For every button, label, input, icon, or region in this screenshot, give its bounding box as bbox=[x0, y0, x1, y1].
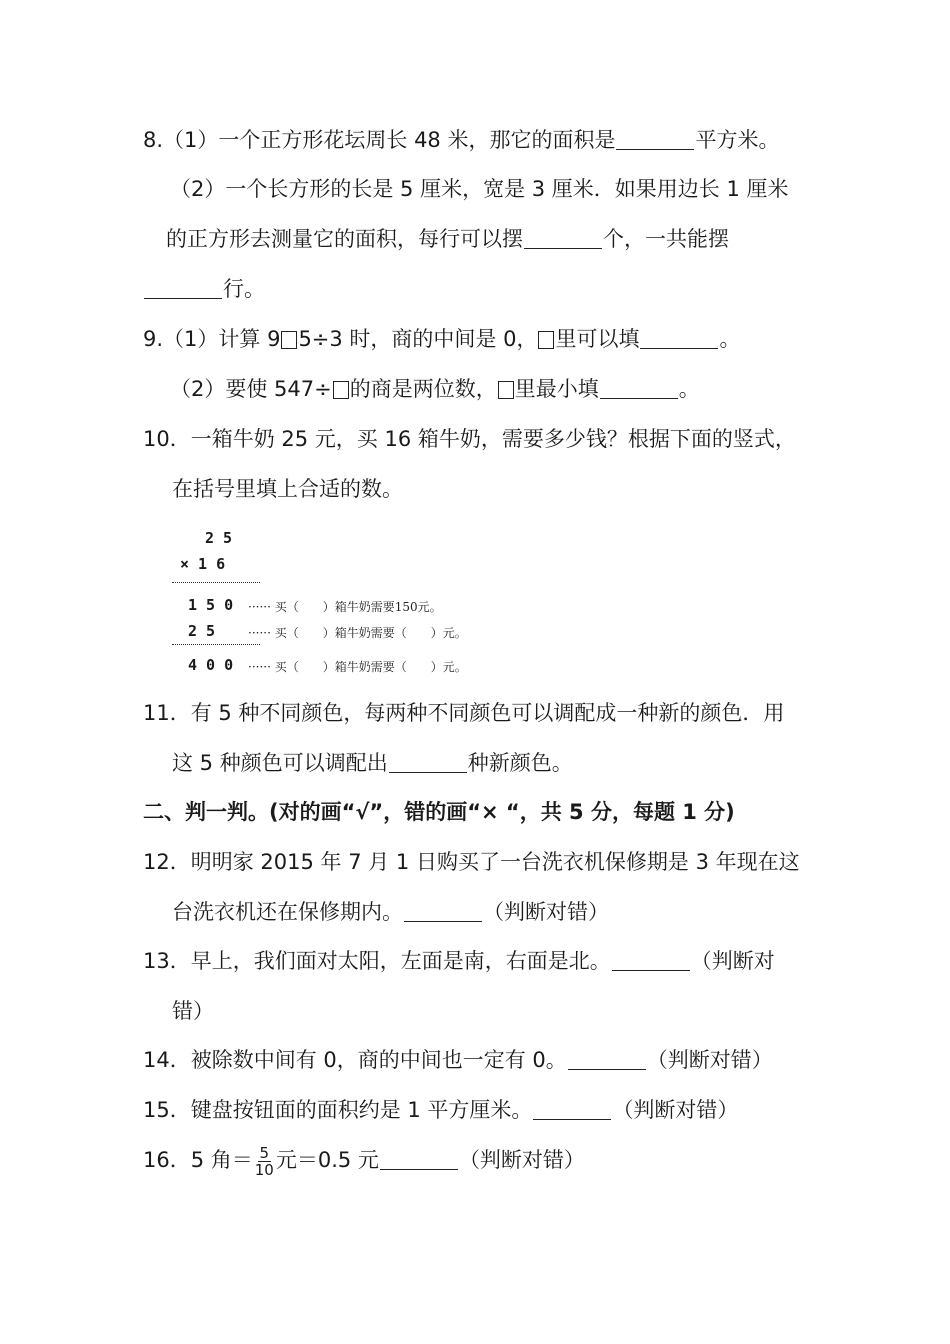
q10-text-2: 在括号里填上合适的数。 bbox=[172, 477, 403, 501]
q16-judge-label: （判断对错） bbox=[458, 1148, 585, 1172]
q8-p2-text: （2）一个长方形的长是 5 厘米，宽是 3 厘米．如果用边长 1 厘米 bbox=[170, 177, 789, 201]
q9-p1-text-3: 里可以填 bbox=[555, 327, 640, 351]
answer-blank[interactable] bbox=[640, 324, 718, 349]
calc-note-1: ······ 买（ ）箱牛奶需要150元。 bbox=[248, 600, 442, 614]
section-2-heading bbox=[143, 797, 735, 827]
q9-p1-text-2: 5÷3 时，商的中间是 0， bbox=[298, 327, 538, 351]
answer-blank[interactable] bbox=[612, 946, 690, 971]
answer-blank[interactable] bbox=[144, 274, 222, 299]
answer-blank[interactable] bbox=[380, 1145, 458, 1170]
q13-text: 13．早上，我们面对太阳，左面是南，右面是北。 bbox=[143, 949, 611, 973]
q9-p2-text-3: 里最小填 bbox=[514, 377, 599, 401]
q8-p1-unit: 平方米。 bbox=[695, 128, 780, 152]
q9-p2-text-2: 的商是两位数， bbox=[349, 377, 497, 401]
q8-p2-text-2: 的正方形去测量它的面积，每行可以摆 bbox=[166, 227, 523, 251]
answer-blank[interactable] bbox=[600, 374, 678, 399]
fraction-numerator: 5 bbox=[259, 1143, 270, 1162]
digit-box bbox=[538, 331, 554, 349]
q13-judge-label: （判断对 bbox=[690, 949, 775, 973]
calc-rule bbox=[172, 644, 260, 645]
calc-multiplicand: 2 5 bbox=[205, 529, 233, 547]
q10-text: 10．一箱牛奶 25 元，买 16 箱牛奶，需要多少钱？根据下面的竖式， bbox=[143, 427, 796, 451]
q15-text: 15．键盘按钮面的面积约是 1 平方厘米。 bbox=[143, 1098, 533, 1122]
q12-judge-label: （判断对错） bbox=[483, 900, 609, 924]
answer-blank[interactable] bbox=[568, 1045, 646, 1070]
question-16 bbox=[143, 1143, 585, 1178]
answer-blank[interactable] bbox=[533, 1095, 611, 1120]
answer-blank[interactable] bbox=[616, 125, 694, 150]
question-8-part-2-line-3 bbox=[143, 274, 265, 304]
q8-p1-text: 8.（1）一个正方形花坛周长 48 米，那它的面积是 bbox=[143, 128, 616, 152]
q9-p2-text: （2）要使 547÷ bbox=[170, 377, 332, 401]
question-13-line-1 bbox=[143, 946, 775, 976]
calc-rule bbox=[172, 582, 260, 583]
digit-box bbox=[281, 331, 297, 349]
q8-p2-text-3: 个，一共能摆 bbox=[603, 227, 729, 251]
section-2-title: 二、判一判。(对的画“√”，错的画“× “，共 5 分，每题 1 分) bbox=[143, 800, 735, 824]
calc-partial-2: 2 5 bbox=[188, 622, 216, 640]
q9-p2-end: 。 bbox=[678, 377, 700, 401]
q14-judge-label: （判断对错） bbox=[646, 1048, 773, 1072]
calc-product: 4 0 0 bbox=[188, 656, 234, 674]
question-11-line-2 bbox=[172, 748, 573, 778]
q11-text-3: 种新颜色。 bbox=[467, 751, 573, 775]
q12-text-2: 台洗衣机还在保修期内。 bbox=[172, 900, 403, 924]
q14-text: 14．被除数中间有 0，商的中间也一定有 0。 bbox=[143, 1048, 567, 1072]
digit-box bbox=[333, 381, 349, 399]
q12-text: 12．明明家 2015 年 7 月 1 日购买了一台洗衣机保修期是 3 年现在这 bbox=[143, 850, 800, 874]
q11-text-2: 这 5 种颜色可以调配出 bbox=[172, 751, 388, 775]
question-13-line-2 bbox=[172, 996, 214, 1026]
question-12-line-2 bbox=[172, 897, 609, 927]
question-15 bbox=[143, 1095, 738, 1125]
q16-text: 16．5 角＝ bbox=[143, 1148, 253, 1172]
answer-blank[interactable] bbox=[524, 224, 602, 249]
calc-note-2: ······ 买（ ）箱牛奶需要（ ）元。 bbox=[248, 626, 467, 640]
q15-judge-label: （判断对错） bbox=[612, 1098, 739, 1122]
q13-judge-label-2: 错） bbox=[172, 999, 214, 1023]
question-11-line-1 bbox=[143, 698, 784, 728]
question-10-line-1 bbox=[143, 424, 796, 454]
question-9-part-2 bbox=[170, 374, 700, 404]
calc-note-3: ······ 买（ ）箱牛奶需要（ ）元。 bbox=[248, 660, 467, 674]
answer-blank[interactable] bbox=[404, 897, 482, 922]
calc-partial-1: 1 5 0 bbox=[188, 596, 234, 614]
q16-text-2: 元＝0.5 元 bbox=[275, 1148, 379, 1172]
question-8-part-1 bbox=[143, 125, 779, 155]
question-12-line-1 bbox=[143, 847, 800, 877]
calc-multiplier: × 1 6 bbox=[180, 555, 226, 573]
question-14 bbox=[143, 1045, 773, 1075]
vertical-multiplication bbox=[170, 525, 550, 685]
question-8-part-2-line-2 bbox=[166, 224, 729, 254]
question-9-part-1 bbox=[143, 324, 740, 354]
q9-p1-end: 。 bbox=[719, 327, 741, 351]
digit-box bbox=[498, 381, 514, 399]
answer-blank[interactable] bbox=[389, 748, 467, 773]
question-8-part-2-line-1 bbox=[170, 174, 789, 204]
q8-p2-text-4: 行。 bbox=[223, 277, 265, 301]
fraction-denominator: 10 bbox=[254, 1160, 274, 1179]
q9-p1-text: 9.（1）计算 9 bbox=[143, 327, 281, 351]
question-10-line-2 bbox=[172, 474, 403, 504]
q11-text: 11．有 5 种不同颜色，每两种不同颜色可以调配成一种新的颜色．用 bbox=[143, 701, 785, 725]
fraction bbox=[255, 1145, 274, 1178]
